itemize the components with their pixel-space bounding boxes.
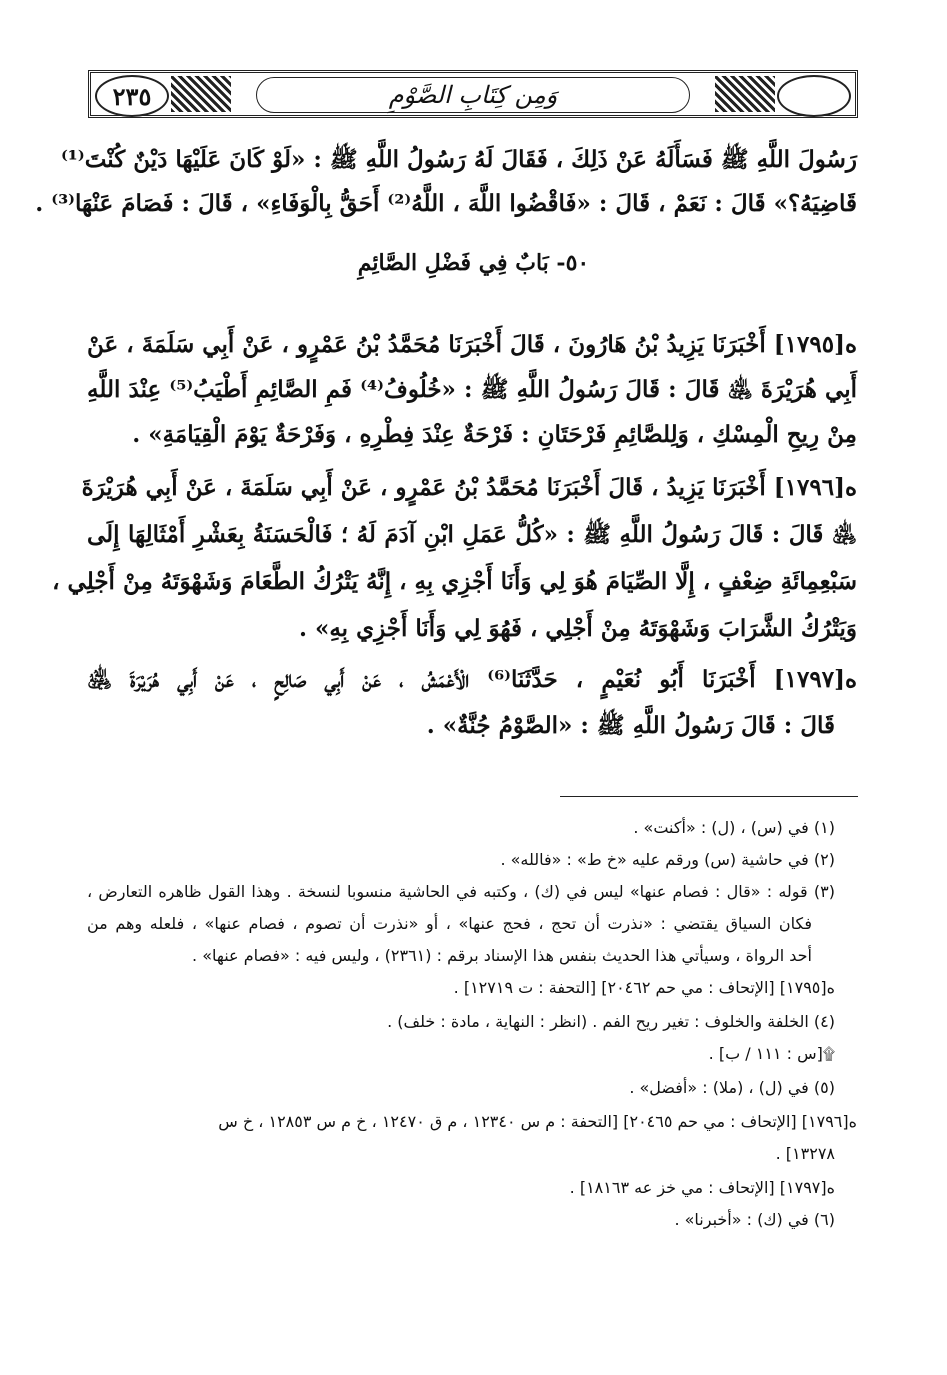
footnote: (٦) في (ك) : «أخبرنا» . xyxy=(674,1210,835,1229)
text-line: قَاضِيَهُ؟» قَالَ : نَعَمْ ، قَالَ : «فَاقْضُوا اللَّهَ ، اللَّهُ⁽²⁾ أَحَقُّ بِالْوَفَاءِ» ، قَالَ : فَصَامَ عَنْهَا⁽³⁾ . xyxy=(35,190,857,217)
footnote: فكان السياق يقتضي : «نذرت أن تحج ، فحج عنها» ، أو «نذرت أن تصوم ، فصام عنها» ، فلعله وهم من xyxy=(87,914,812,933)
footnote: ۩[س : ١١١ / ب] . xyxy=(708,1044,835,1063)
footnote: ه[١٧٩٥] [الإتحاف : مي حم ٢٠٤٦٢] [التحفة : ت ١٢٧١٩] . xyxy=(453,978,835,997)
hadith-line: سَبْعِمِائَةِ ضِعْفٍ ، إِلَّا الصِّيَامَ هُوَ لِي وَأَنَا أَجْزِي بِهِ ، إِنَّهُ يَتْرُكُ الطَّعَامَ وَشَهْوَتَهُ مِنْ أَجْلِي ، xyxy=(52,568,857,595)
footnote: ه[١٧٩٧] [الإتحاف : مي خز عه ١٨١٦٣] . xyxy=(569,1178,835,1197)
hadith-line: ه[١٧٩٧] أَخْبَرَنَا أَبُو نُعَيْمٍ ، حَدَّثَنَا⁽⁶⁾ الْأَعْمَشُ ، عَنْ أَبِي صَالِحٍ ، عَنْ أَبِي هُرَيْرَةَ ﵁ xyxy=(87,666,857,693)
footnote-separator xyxy=(560,796,858,797)
page-header-frame xyxy=(88,70,858,118)
ornament xyxy=(171,76,231,112)
publisher-logo xyxy=(777,75,851,117)
text-line: رَسُولَ اللَّهِ ﷺ فَسَأَلَهُ عَنْ ذَلِكَ ، فَقَالَ لَهُ رَسُولُ اللَّهِ ﷺ : «لَوْ كَانَ عَلَيْهَا دَيْنٌ كُنْتَ⁽¹⁾ xyxy=(60,146,857,173)
footnote: (١) في (س) ، (ل) : «أكنت» . xyxy=(633,818,835,837)
chapter-heading: ٥٠- بَابٌ فِي فَضْلِ الصَّائِمِ xyxy=(357,250,590,276)
hadith-line: وَيَتْرُكُ الشَّرَابَ وَشَهْوَتَهُ مِنْ أَجْلِي ، فَهُوَ لِي وَأَنَا أَجْزِي بِهِ» . xyxy=(298,615,857,642)
hadith-line: مِنْ رِيحِ الْمِسْكِ ، وَلِلصَّائِمِ فَرْحَتَانِ : فَرْحَةٌ عِنْدَ فِطْرِهِ ، وَفَرْحَةٌ يَوْمَ الْقِيَامَةِ» . xyxy=(132,421,857,448)
footnote: أحد الرواة ، وسيأتي هذا الحديث بنفس هذا الإسناد برقم : (٢٣٦١) ، وليس فيه : «فصام عنها» . xyxy=(192,946,812,965)
footnote: (٥) في (ل) ، (ملا) : «أفضل» . xyxy=(629,1078,835,1097)
page-number: ٢٣٥ xyxy=(95,75,169,117)
hadith-line: قَالَ : قَالَ رَسُولُ اللَّهِ ﷺ : «الصَّوْمُ جُنَّةٌ» . xyxy=(426,712,835,739)
hadith-line: أَبِي هُرَيْرَةَ ﵁ قَالَ : قَالَ رَسُولُ اللَّهِ ﷺ : «خُلُوفُ⁽⁴⁾ فَمِ الصَّائِمِ أَطْيَبُ⁽⁵⁾ عِنْدَ اللَّهِ xyxy=(87,376,857,403)
hadith-line: ه[١٧٩٦] أَخْبَرَنَا يَزِيدُ ، قَالَ أَخْبَرَنَا مُحَمَّدُ بْنُ عَمْرٍو ، عَنْ أَبِي سَلَمَةَ ، عَنْ أَبِي هُرَيْرَةَ xyxy=(81,474,857,501)
hadith-line: ﵁ قَالَ : قَالَ رَسُولُ اللَّهِ ﷺ : «كُلُّ عَمَلِ ابْنِ آدَمَ لَهُ ؛ فَالْحَسَنَةُ بِعَشْرِ أَمْثَالِهَا إِلَى xyxy=(87,521,857,548)
footnote: (٤) الخلفة والخلوف : تغير ريح الفم . (انظر : النهاية ، مادة : خلف) . xyxy=(387,1012,835,1031)
footnote: ه[١٧٩٦] [الإتحاف : مي حم ٢٠٤٦٥] [التحفة : م س ١٢٣٤٠ ، م ق ١٢٤٧٠ ، خ م س ١٢٨٥٣ ، خ س xyxy=(218,1112,857,1131)
footnote: (٣) قوله : «قال : فصام عنها» ليس في (ك) ، وكتبه في الحاشية منسوبا لنسخة . وهذا القول ظاهره التعارض ، xyxy=(87,882,835,901)
footnote: (٢) في حاشية (س) ورقم عليه «خ ط» : «فالله» . xyxy=(500,850,835,869)
ornament xyxy=(715,76,775,112)
footnote: ١٣٢٧٨] . xyxy=(775,1144,835,1163)
hadith-line: ه[١٧٩٥] أَخْبَرَنَا يَزِيدُ بْنُ هَارُونَ ، قَالَ أَخْبَرَنَا مُحَمَّدُ بْنُ عَمْرٍو ، عَنْ أَبِي سَلَمَةَ ، عَنْ xyxy=(87,331,857,358)
running-title: وَمِن كِتَابِ الصَّوْمِ xyxy=(256,77,690,113)
